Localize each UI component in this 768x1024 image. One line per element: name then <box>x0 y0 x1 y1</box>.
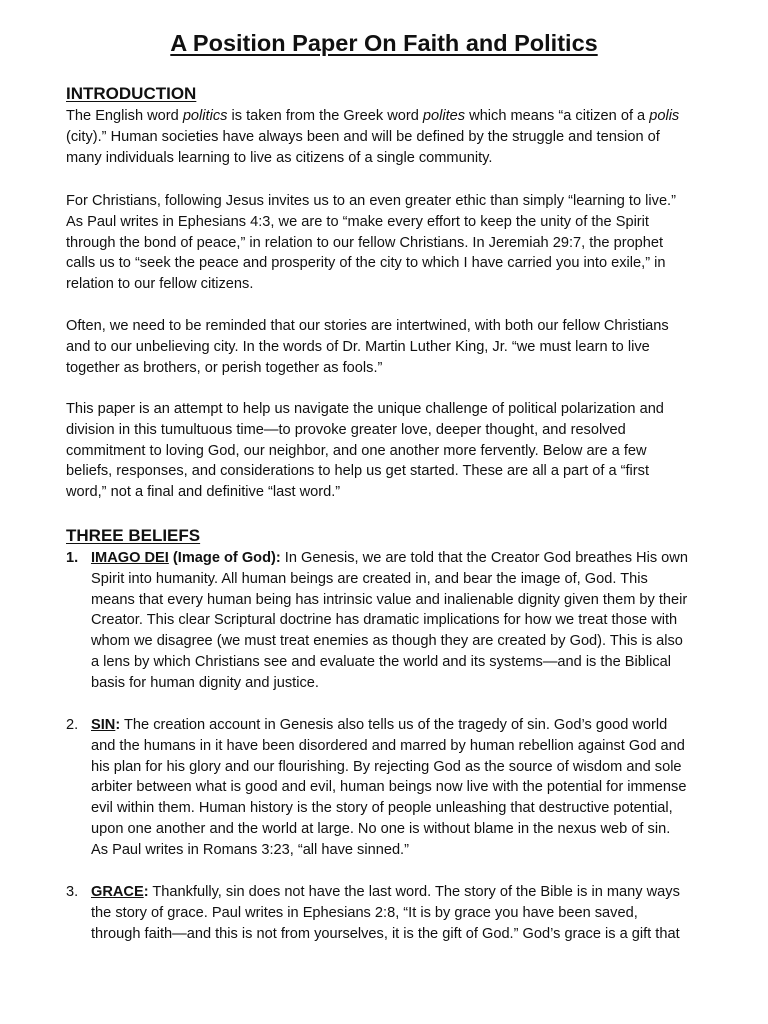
text-line <box>91 610 731 631</box>
text-run: As Paul writes in Ephesians 4:3, we are to “make every effort to keep the unity of the Spirit <box>66 213 649 230</box>
text-run: (city).” Human societies have always been and will be defined by the struggle and tension of <box>66 128 660 145</box>
text-run: arbiter between what is good and evil, human beings now live with the potential for immense <box>91 779 687 796</box>
text-line <box>91 548 731 569</box>
text-run: Often, we need to be reminded that our stories are intertwined, with both our fellow Christians <box>66 318 669 334</box>
text-run: basis for human dignity and justice. <box>91 674 319 691</box>
text-run: Spirit into humanity. All human beings are created in, and bear the image of, God. This <box>91 570 648 587</box>
text-line <box>66 420 726 441</box>
text-line <box>91 652 731 673</box>
text-line <box>66 106 726 127</box>
text-line <box>91 736 731 757</box>
text-line <box>66 358 726 379</box>
text-line <box>66 399 726 420</box>
text-run: and to our unbelieving city. In the words of Dr. Martin Luther King, Jr. “we must learn to live <box>66 338 650 355</box>
text-run: and the humans in it have been disordered and marred by human rebellion against God and <box>91 737 685 754</box>
text-run: means that every human being has intrinsic value and inalienable dignity given them by their <box>91 591 688 608</box>
belief-text <box>91 548 731 694</box>
text-line <box>66 191 726 212</box>
italic-term: polites <box>422 108 466 124</box>
text-run: a lens by which Christians see and evaluate the world and its systems—and is the Biblical <box>91 653 671 670</box>
text-run: The creation account in Genesis also tells us of the tragedy of sin. God’s good world <box>120 717 668 733</box>
section-heading-three-beliefs: THREE BELIEFS <box>66 526 201 545</box>
belief-term: IMAGO DEI <box>91 550 169 566</box>
text-line <box>66 148 726 169</box>
text-line <box>91 757 731 778</box>
list-number: 3. <box>66 884 79 900</box>
text-line <box>91 569 731 590</box>
text-line <box>66 233 726 254</box>
text-run: together as brothers, or perish together as fools.” <box>66 359 383 376</box>
bold-text: : <box>115 717 121 733</box>
belief-text <box>91 882 731 944</box>
text-run: relation to our fellow citizens. <box>66 276 254 293</box>
text-run: As Paul writes in Romans 3:23, “all have sinned.” <box>91 841 409 858</box>
text-run: evil within them. Human history is the story of people unleashing that destructive potential, <box>91 800 673 817</box>
text-run: Creator. This clear Scriptural doctrine has dramatic implications for how we treat those with <box>91 612 678 629</box>
text-line <box>91 840 731 861</box>
bold-text: (Image of God): <box>168 550 281 566</box>
italic-term: polis <box>649 108 680 124</box>
text-run: This paper is an attempt to help us navigate the unique challenge of political polarization and <box>66 401 664 417</box>
bold-text: : <box>143 884 149 900</box>
section-heading-introduction: INTRODUCTION <box>66 84 197 103</box>
text-line <box>66 316 726 337</box>
italic-term: politics <box>182 108 228 124</box>
text-run: The English word <box>66 108 183 124</box>
text-line <box>91 798 731 819</box>
text-line <box>91 903 731 924</box>
intro-paragraph-2 <box>66 191 726 295</box>
text-run: through faith—and this is not from yourselves, it is the gift of God.” God’s grace is a gift that <box>91 925 680 942</box>
text-line <box>91 924 731 945</box>
text-run: commitment to loving God, our neighbor, and one another more fervently. Below are a few <box>66 442 647 459</box>
list-number: 2. <box>66 717 79 733</box>
text-line <box>66 441 726 462</box>
intro-paragraph-3 <box>66 316 726 378</box>
text-run: upon one another and the world at large. No one is without blame in the nexus web of sin. <box>91 820 671 837</box>
text-line <box>66 274 726 295</box>
belief-term: GRACE <box>91 884 144 900</box>
text-run: division in this tumultuous time—to provoke greater love, deeper thought, and resolved <box>66 421 626 438</box>
intro-paragraph-4 <box>66 399 726 503</box>
text-run: many individuals learning to live as citizens of a single community. <box>66 149 493 166</box>
text-line <box>66 127 726 148</box>
text-line <box>91 673 731 694</box>
text-run: Thankfully, sin does not have the last word. The story of the Bible is in many ways <box>148 884 680 900</box>
text-run: In Genesis, we are told that the Creator God breathes His own <box>280 550 688 566</box>
text-run: For Christians, following Jesus invites us to an even greater ethic than simply “learning to live.” <box>66 193 676 209</box>
text-line <box>91 590 731 611</box>
text-run: through the bond of peace,” in relation to our fellow Christians. In Jeremiah 29:7, the prophet <box>66 234 664 251</box>
text-line <box>66 461 726 482</box>
text-line <box>91 777 731 798</box>
text-line <box>91 882 731 903</box>
text-line <box>66 482 726 503</box>
text-line <box>91 715 731 736</box>
belief-text <box>91 715 731 861</box>
text-line <box>91 819 731 840</box>
text-run: his plan for his glory and our flourishing. By rejecting God as the source of wisdom and sole <box>91 758 682 775</box>
intro-paragraph-1 <box>66 106 726 168</box>
text-run: word,” not a final and definitive “last word.” <box>66 484 341 501</box>
belief-term: SIN <box>91 717 116 733</box>
text-run: which means “a citizen of a <box>465 108 650 124</box>
list-number: 1. <box>66 550 79 566</box>
text-line <box>66 253 726 274</box>
text-line <box>66 337 726 358</box>
text-line <box>66 212 726 233</box>
text-run: whom we disagree (we must treat enemies as though they are created by God). This is also <box>91 633 683 650</box>
text-run: is taken from the Greek word <box>227 108 423 124</box>
text-run: beliefs, responses, and considerations to help us get started. These are all a part of a “first <box>66 463 649 480</box>
text-line <box>91 631 731 652</box>
document-title: A Position Paper On Faith and Politics <box>170 30 598 56</box>
text-run: calls us to “seek the peace and prosperity of the city to which I have carried you into exile,” in <box>66 255 666 272</box>
text-run: the story of grace. Paul writes in Ephesians 2:8, “It is by grace you have been saved, <box>91 904 638 921</box>
